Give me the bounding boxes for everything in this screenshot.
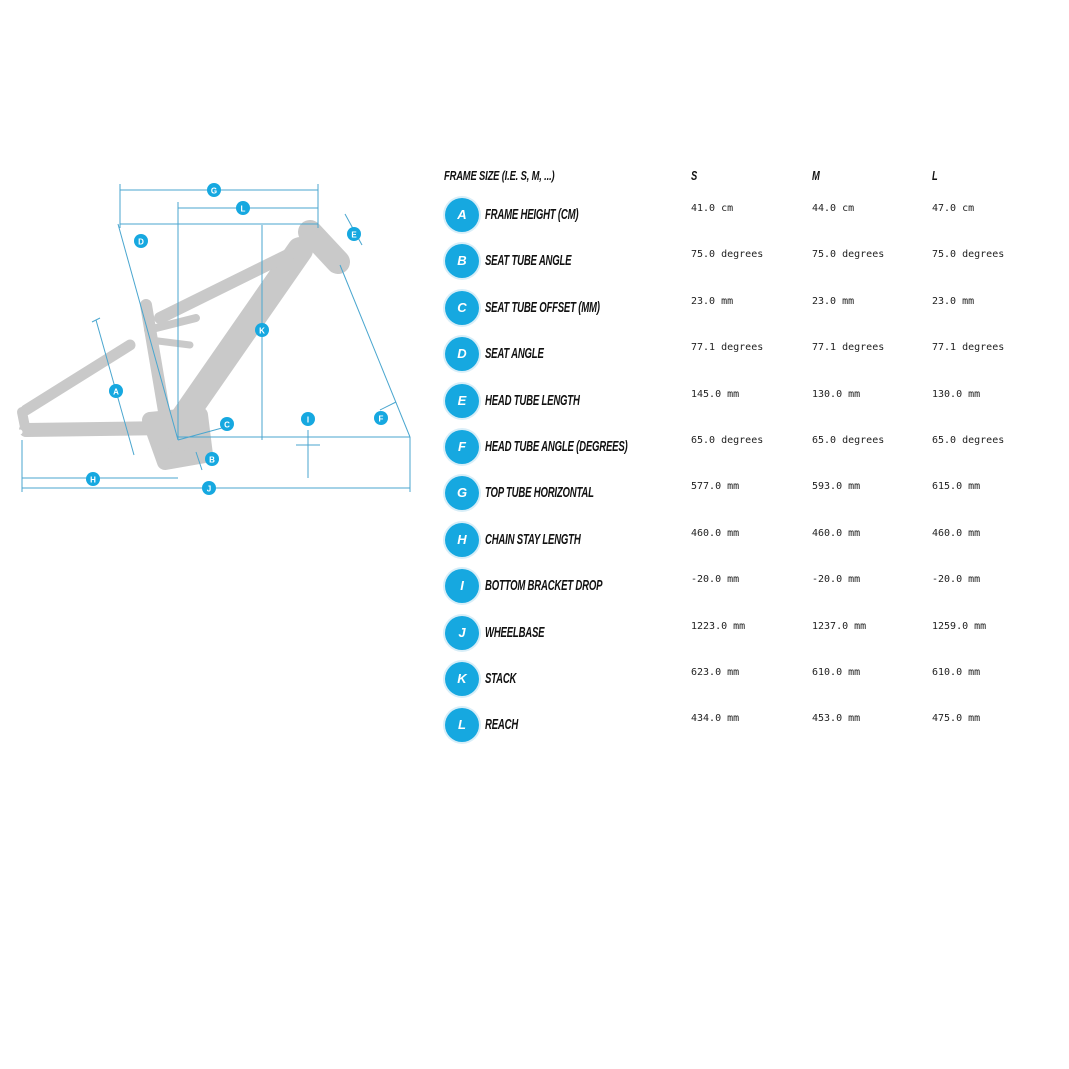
measurement-name: SEAT TUBE OFFSET (MM) — [485, 299, 600, 316]
measurement-key-letter: F — [458, 438, 466, 454]
value-size-s: 75.0 degrees — [691, 249, 764, 261]
value-size-s: 23.0 mm — [691, 295, 734, 307]
value-size-m: 460.0 mm — [812, 527, 861, 539]
measurement-name: SEAT ANGLE — [485, 346, 544, 363]
table-row — [444, 285, 1044, 331]
diagram-label-J-text: J — [206, 484, 212, 494]
measurement-name: STACK — [485, 670, 517, 687]
value-size-l: 23.0 mm — [932, 295, 975, 307]
diagram-label-E — [347, 227, 361, 241]
table-row — [444, 424, 1044, 470]
diagram-label-A-text: A — [113, 387, 119, 397]
measurement-name: SEAT TUBE ANGLE — [485, 253, 572, 270]
value-size-s: 65.0 degrees — [691, 434, 764, 446]
value-size-m: 1237.0 mm — [812, 620, 867, 632]
value-size-m: 23.0 mm — [812, 295, 855, 307]
diagram-label-F-text: F — [378, 414, 384, 424]
table-row — [444, 470, 1044, 516]
diagram-label-L — [236, 201, 250, 215]
diagram-label-L-text: L — [240, 204, 246, 214]
value-size-s: 434.0 mm — [691, 713, 740, 725]
diagram-label-D-text: D — [138, 237, 144, 247]
value-size-s: 623.0 mm — [691, 666, 740, 678]
value-size-l: 615.0 mm — [932, 481, 981, 493]
measurement-key-letter: K — [457, 670, 467, 686]
header-size-m: M — [812, 168, 820, 183]
measurement-key-badge — [445, 616, 479, 650]
value-size-s: -20.0 mm — [691, 574, 740, 586]
value-size-s: 77.1 degrees — [691, 342, 764, 354]
diagram-label-G — [207, 183, 221, 197]
table-row — [444, 378, 1044, 424]
diagram-label-C-text: C — [224, 420, 230, 430]
frame-geometry-diagram — [0, 160, 420, 500]
diagram-label-J — [202, 481, 216, 495]
value-size-m: 77.1 degrees — [812, 342, 885, 354]
value-size-m: 453.0 mm — [812, 713, 861, 725]
value-size-m: 75.0 degrees — [812, 249, 885, 261]
measurement-name: WHEELBASE — [485, 624, 545, 641]
value-size-s: 1223.0 mm — [691, 620, 746, 632]
diagram-label-H — [86, 472, 100, 486]
value-size-l: 75.0 degrees — [932, 249, 1005, 261]
table-row — [444, 610, 1044, 656]
measurement-key-letter: D — [457, 346, 467, 362]
bike-frame-silhouette — [22, 232, 338, 462]
table-header-row — [444, 162, 1044, 192]
value-size-m: 610.0 mm — [812, 666, 861, 678]
measurement-key-badge — [445, 291, 479, 325]
measurement-key-badge — [445, 662, 479, 696]
value-size-l: 77.1 degrees — [932, 342, 1005, 354]
header-size-s: S — [691, 168, 698, 183]
diagram-label-G-text: G — [210, 186, 218, 196]
value-size-s: 577.0 mm — [691, 481, 740, 493]
table-row — [444, 192, 1044, 238]
measurement-key-letter: A — [457, 207, 467, 222]
diagram-label-C — [220, 417, 234, 431]
measurement-key-badge — [445, 198, 479, 232]
value-size-l: 65.0 degrees — [932, 434, 1005, 446]
geometry-table — [444, 162, 1044, 749]
measurement-key-letter: C — [457, 299, 467, 315]
rear-axle-point — [18, 430, 23, 435]
measurement-name: FRAME HEIGHT (CM) — [485, 207, 579, 223]
diagram-label-I — [301, 412, 315, 426]
table-body — [444, 192, 1044, 749]
value-size-s: 460.0 mm — [691, 527, 740, 539]
measurement-key-letter: H — [457, 531, 467, 547]
measurement-key-badge — [445, 337, 479, 371]
measurement-name: REACH — [485, 717, 519, 734]
header-size-l: L — [932, 168, 938, 183]
value-size-l: 1259.0 mm — [932, 620, 987, 632]
measurement-key-badge — [445, 569, 479, 603]
measurement-key-badge — [445, 476, 479, 510]
measurement-key-badge — [445, 708, 479, 742]
table-row — [444, 331, 1044, 377]
measurement-name: HEAD TUBE ANGLE (DEGREES) — [485, 438, 628, 455]
measurement-key-letter: G — [456, 485, 468, 501]
diagram-label-A — [109, 384, 123, 398]
table-row — [444, 702, 1044, 748]
diagram-label-H-text: H — [90, 475, 96, 485]
measurement-name: CHAIN STAY LENGTH — [485, 531, 581, 548]
value-size-m: 44.0 cm — [812, 203, 855, 214]
value-size-s: 145.0 mm — [691, 388, 740, 400]
measurement-name: TOP TUBE HORIZONTAL — [485, 485, 594, 502]
value-size-m: -20.0 mm — [812, 574, 861, 586]
value-size-l: -20.0 mm — [932, 574, 981, 586]
diagram-label-F — [374, 411, 388, 425]
measurement-key-badge — [445, 244, 479, 278]
measurement-key-letter: L — [458, 717, 466, 733]
table-row — [444, 238, 1044, 284]
value-size-l: 475.0 mm — [932, 713, 981, 725]
diagram-label-D — [134, 234, 148, 248]
measurement-key-badge — [445, 523, 479, 557]
measurement-key-badge — [445, 384, 479, 418]
diagram-label-I-text: I — [306, 415, 310, 425]
value-size-l: 47.0 cm — [932, 203, 975, 214]
value-size-m: 65.0 degrees — [812, 434, 885, 446]
header-frame-size: FRAME SIZE (I.E. S, M, ...) — [444, 168, 555, 183]
value-size-m: 130.0 mm — [812, 388, 861, 400]
value-size-s: 41.0 cm — [691, 203, 734, 214]
value-size-l: 460.0 mm — [932, 527, 981, 539]
diagram-label-K-text: K — [259, 326, 265, 336]
measurement-name: BOTTOM BRACKET DROP — [485, 578, 603, 595]
measurement-key-badge — [445, 430, 479, 464]
measurement-key-letter: J — [458, 624, 466, 640]
table-row — [444, 656, 1044, 702]
diagram-label-B-text: B — [209, 455, 215, 465]
diagram-label-E-text: E — [351, 230, 357, 240]
diagram-label-B — [205, 452, 219, 466]
measurement-name: HEAD TUBE LENGTH — [485, 392, 580, 409]
value-size-l: 130.0 mm — [932, 388, 981, 400]
value-size-l: 610.0 mm — [932, 666, 981, 678]
value-size-m: 593.0 mm — [812, 481, 861, 493]
table-row — [444, 563, 1044, 609]
table-row — [444, 517, 1044, 563]
measurement-key-letter: I — [460, 578, 464, 594]
measurement-key-letter: B — [457, 253, 467, 269]
diagram-label-K — [255, 323, 269, 337]
measurement-key-letter: E — [457, 392, 467, 408]
